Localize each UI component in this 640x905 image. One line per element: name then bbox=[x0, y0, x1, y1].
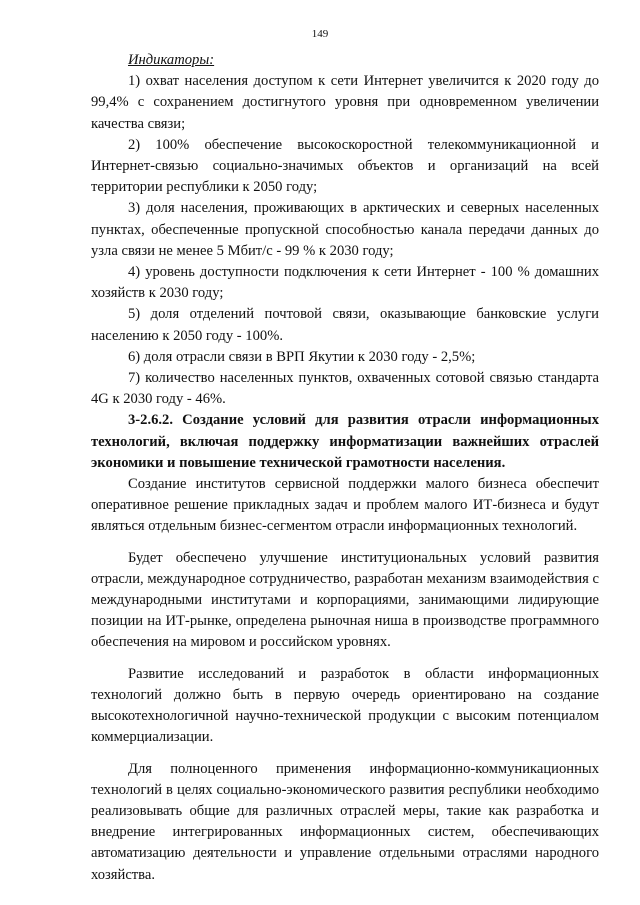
indicator-item: 3) доля населения, проживающих в арктических и северных населенных пунктах, обеспеченные пропускной способностью канала передачи данных до узла связи не менее 5 Мбит/с - 99 % к 2030 году; bbox=[91, 200, 599, 259]
indicator-item: 5) доля отделений почтовой связи, оказывающие банковские услуги населению к 2050 году - 100%. bbox=[91, 306, 599, 344]
body-paragraph: Развитие исследований и разработок в области информационных технологий должно быть в первую очередь ориентировано на создание высокотехнологичной научно-технической продукции с высоким потенциалом коммерциализации. bbox=[91, 665, 599, 746]
indicator-item: 7) количество населенных пунктов, охваченных сотовой связью стандарта 4G к 2030 году - 46%. bbox=[91, 370, 599, 408]
indicator-item: 6) доля отрасли связи в ВРП Якутии к 2030 году - 2,5%; bbox=[128, 348, 476, 365]
indicator-item: 4) уровень доступности подключения к сети Интернет - 100 % домашних хозяйств к 2030 году; bbox=[91, 264, 599, 302]
indicator-item: 2) 100% обеспечение высокоскоростной телекоммуникационной и Интернет-связью социально-значимых объектов и организаций на всей территории республики к 2050 году; bbox=[91, 136, 599, 196]
page-content bbox=[91, 50, 599, 886]
body-paragraph: Будет обеспечено улучшение институциональных условий развития отрасли, международное сотрудничество, разработан механизм взаимодействия с международными институтами и корпорациями, занимающими лидирующие позиции на ИТ-рынке, определена рыночная ниша в производстве программного обеспечения на мировом и российском уровнях. bbox=[91, 549, 599, 651]
page-number: 149 bbox=[311, 28, 329, 40]
indicator-item: 1) охват населения доступом к сети Интернет увеличится к 2020 году до 99,4% с сохранением достигнутого уровня при одновременном увеличении качества связи; bbox=[91, 73, 599, 132]
section-title: 3-2.6.2. Создание условий для развития отрасли информационных технологий, включая поддержку информатизации важнейших отраслей экономики и повышение технической грамотности населения. bbox=[91, 412, 599, 471]
indicators-heading: Индикаторы: bbox=[128, 52, 215, 68]
body-paragraph: Создание институтов сервисной поддержки малого бизнеса обеспечит оперативное решение прикладных задач и проблем малого ИТ-бизнеса и будут являться отдельным бизнес-сегментом отрасли информационных технологий. bbox=[91, 476, 599, 535]
body-paragraph: Для полноценного применения информационно-коммуникационных технологий в целях социально-экономического развития республики необходимо реализовывать общие для различных отраслей меры, такие как разработка и внедрение интегрированных информационных систем, обеспечивающих автоматизацию деятельности и управление отдельными отраслями народного хозяйства. bbox=[91, 760, 599, 883]
